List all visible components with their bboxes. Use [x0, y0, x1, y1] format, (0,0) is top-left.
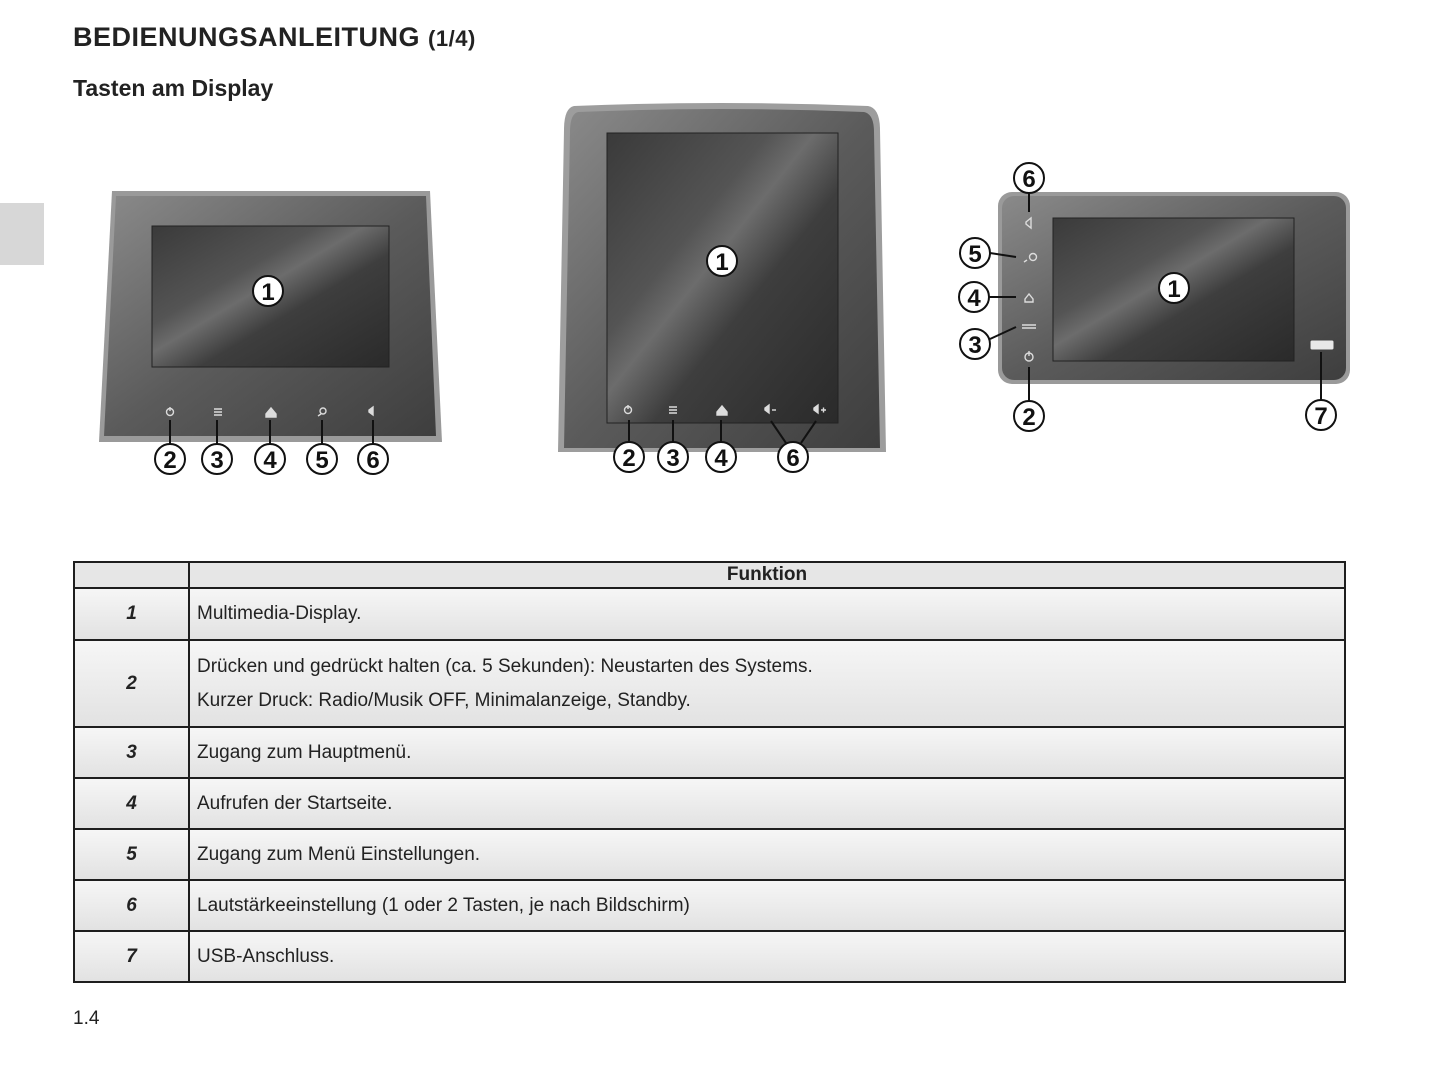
row-description [189, 931, 1345, 982]
table-row [74, 880, 1345, 931]
title-page-range: (1/4) [428, 26, 476, 51]
callout-4 [959, 282, 989, 312]
svg-text:3: 3 [210, 447, 224, 474]
callout-4 [706, 442, 736, 472]
header-function-cell: Funktion [189, 562, 1345, 588]
description-line: Zugang zum Hauptmenü. [197, 741, 412, 763]
svg-text:2: 2 [163, 447, 177, 474]
table-row [74, 640, 1345, 727]
callout-1 [707, 246, 737, 276]
callout-3 [202, 444, 232, 474]
row-number: 5 [74, 829, 189, 880]
display-landscape-figure [959, 163, 1350, 431]
svg-text:1: 1 [1167, 276, 1181, 303]
svg-text:3: 3 [666, 445, 680, 472]
display-small-figure [99, 191, 442, 474]
row-description [189, 640, 1345, 727]
description-line: Drücken und gedrückt halten (ca. 5 Sekunden): Neustarten des Systems. [197, 655, 813, 677]
callout-7 [1306, 400, 1336, 430]
callout-2 [155, 444, 185, 474]
row-description [189, 727, 1345, 778]
table-row [74, 778, 1345, 829]
callout-2 [614, 442, 644, 472]
svg-text:7: 7 [1314, 403, 1328, 430]
svg-text:3: 3 [968, 332, 982, 359]
svg-text:4: 4 [967, 285, 981, 312]
svg-text:1: 1 [715, 249, 729, 276]
svg-text:1: 1 [261, 279, 275, 306]
table-header-row [74, 562, 1345, 588]
title-text: BEDIENUNGSANLEITUNG [73, 22, 421, 52]
table-row [74, 829, 1345, 880]
description-line: Kurzer Druck: Radio/Musik OFF, Minimalanzeige, Standby. [197, 689, 691, 711]
callout-4 [255, 444, 285, 474]
callout-5 [960, 238, 990, 268]
table-row [74, 727, 1345, 778]
callout-6 [358, 444, 388, 474]
row-number: 3 [74, 727, 189, 778]
description-line: Zugang zum Menü Einstellungen. [197, 843, 481, 865]
description-line: Lautstärkeeinstellung (1 oder 2 Tasten, je nach Bildschirm) [197, 894, 690, 916]
svg-text:6: 6 [366, 447, 380, 474]
svg-text:2: 2 [622, 445, 636, 472]
row-description [189, 588, 1345, 640]
header-number-cell [74, 562, 189, 588]
row-description [189, 880, 1345, 931]
callout-5 [307, 444, 337, 474]
row-description [189, 829, 1345, 880]
row-description [189, 778, 1345, 829]
svg-text:6: 6 [786, 445, 800, 472]
function-table [73, 561, 1346, 983]
description-line: Multimedia-Display. [197, 603, 362, 624]
description-line: Aufrufen der Startseite. [197, 792, 393, 814]
svg-text:5: 5 [315, 447, 329, 474]
callout-1 [253, 276, 283, 306]
display-figures [0, 0, 1445, 520]
row-number: 6 [74, 880, 189, 931]
svg-text:6: 6 [1022, 166, 1036, 193]
callout-6 [778, 442, 808, 472]
table-row [74, 931, 1345, 982]
row-number: 7 [74, 931, 189, 982]
callout-1 [1159, 273, 1189, 303]
svg-text:4: 4 [714, 445, 728, 472]
display-portrait-figure [558, 103, 886, 472]
svg-text:4: 4 [263, 447, 277, 474]
table-row [74, 588, 1345, 640]
callout-6 [1014, 163, 1044, 193]
row-number: 4 [74, 778, 189, 829]
callout-2 [1014, 401, 1044, 431]
callout-3 [960, 329, 990, 359]
section-title: Tasten am Display [73, 75, 274, 101]
callout-3 [658, 442, 688, 472]
row-number: 2 [74, 640, 189, 727]
svg-text:2: 2 [1022, 404, 1036, 431]
page-number: 1.4 [73, 1008, 100, 1029]
row-number: 1 [74, 588, 189, 640]
svg-text:5: 5 [968, 241, 982, 268]
description-line: USB-Anschluss. [197, 945, 335, 967]
